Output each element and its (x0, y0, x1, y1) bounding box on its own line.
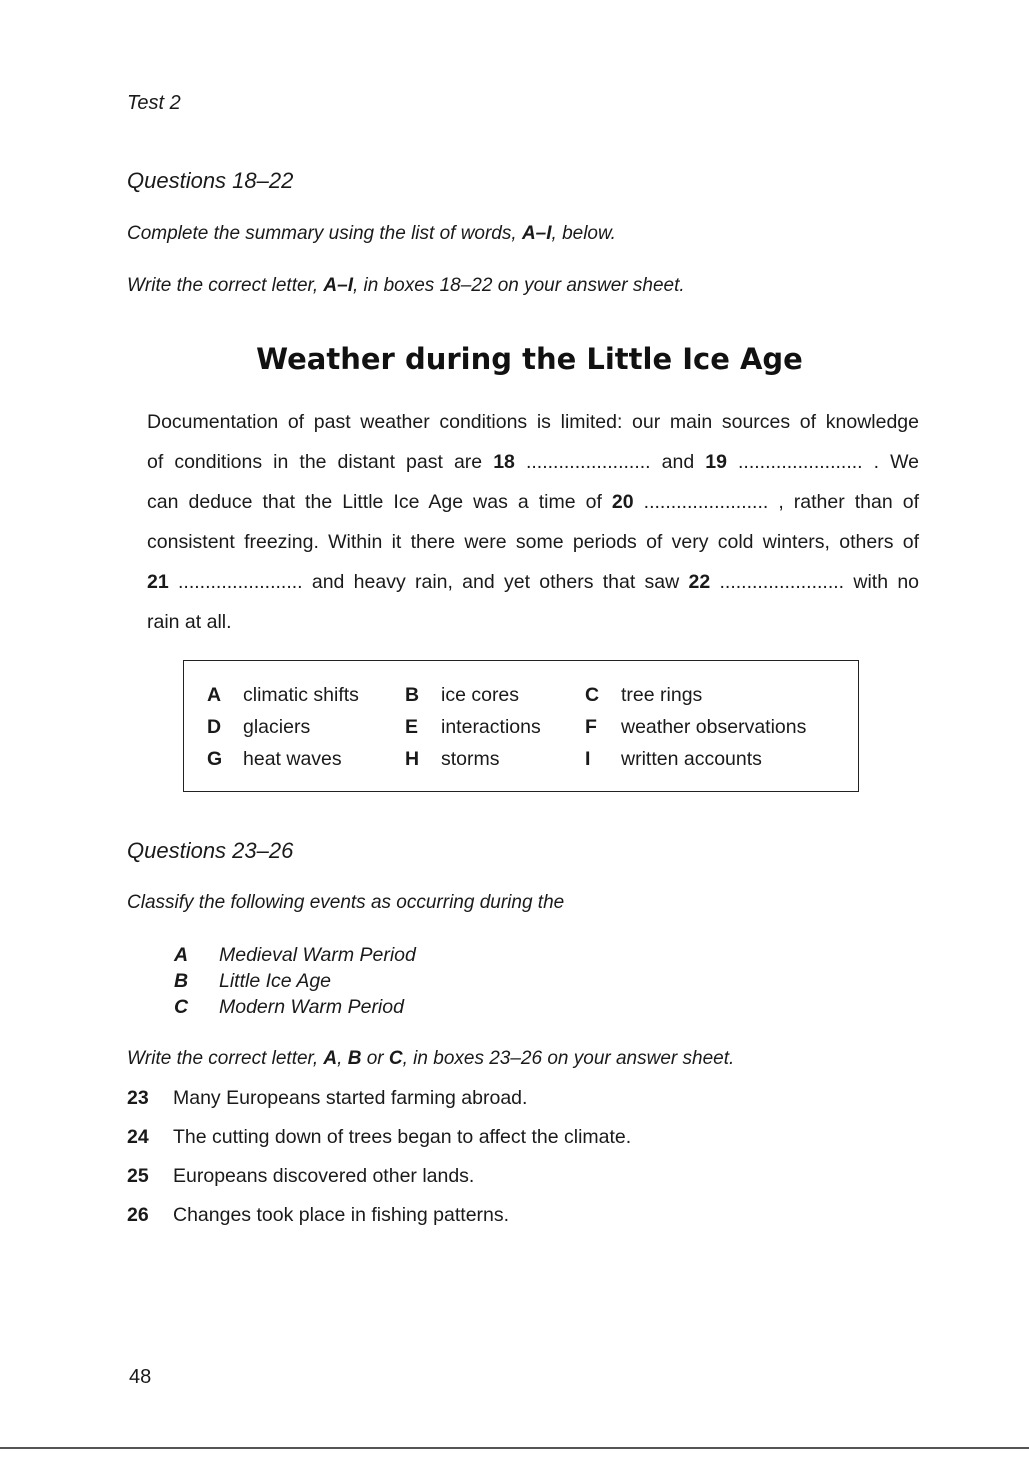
option-item: B ice cores (405, 684, 520, 706)
instruction-text: , in boxes 18–22 on your answer sheet. (352, 275, 685, 296)
summary-line: consistent freezing. Within it there were some periods of very cold winters, others of (147, 531, 919, 553)
summary-line: 21 ....................... and heavy rain, and yet others that saw 22 ....................... with no (147, 571, 920, 593)
option-item: G heat waves (207, 748, 342, 770)
summary-line: can deduce that the Little Ice Age was a time of 20 ....................... , rather than of (147, 491, 920, 513)
instruction-classify: Classify the following events as occurring during the (127, 892, 565, 913)
summary-line: rain at all. (147, 611, 232, 633)
era-option: A Medieval Warm Period (174, 944, 416, 966)
question-item: 25 Europeans discovered other lands. (127, 1165, 475, 1187)
answer-gap-22: ....................... (719, 571, 845, 593)
instruction-text: , below. (551, 223, 616, 244)
instruction-range: A–I (521, 223, 552, 244)
question-item: 24 The cutting down of trees began to affect the climate. (127, 1126, 632, 1148)
option-item: E interactions (405, 716, 541, 738)
question-number: 20 (611, 491, 634, 513)
answer-gap-21: ....................... (177, 571, 303, 593)
question-number: 19 (705, 451, 727, 473)
instruction-write-letter-abc: Write the correct letter, A, B or C, in boxes 23–26 on your answer sheet. (127, 1048, 735, 1069)
answer-gap-20: ....................... (643, 491, 769, 513)
era-option: C Modern Warm Period (174, 996, 404, 1018)
summary-paragraph (147, 402, 919, 642)
question-item: 26 Changes took place in fishing patterns. (127, 1204, 510, 1226)
page-number: 48 (129, 1366, 152, 1388)
instruction-text: Write the correct letter, (127, 275, 324, 296)
option-item: C tree rings (585, 684, 703, 706)
instruction-range: A–I (323, 275, 353, 296)
question-number: 18 (493, 451, 515, 473)
footer-rule (0, 1447, 1029, 1449)
section-heading-18-22: Questions 18–22 (127, 168, 294, 193)
summary-line: of conditions in the distant past are 18 ....................... and 19 ....................... . We (147, 451, 920, 473)
test-label: Test 2 (127, 92, 181, 114)
option-item: A climatic shifts (207, 684, 359, 706)
summary-title: Weather during the Little Ice Age (256, 342, 803, 376)
question-item: 23 Many Europeans started farming abroad. (127, 1087, 528, 1109)
instruction-text: Complete the summary using the list of words, (127, 223, 522, 244)
question-number: 21 (147, 571, 169, 593)
answer-gap-19: ....................... (737, 451, 863, 473)
instruction-complete-summary (127, 223, 616, 245)
option-item: I written accounts (585, 748, 762, 770)
section-heading-23-26: Questions 23–26 (127, 838, 294, 863)
summary-line: Documentation of past weather conditions is limited: our main sources of knowledge (147, 411, 919, 433)
option-item: D glaciers (207, 716, 311, 738)
answer-gap-18: ....................... (525, 451, 651, 473)
instruction-write-letter (127, 275, 685, 297)
option-item: H storms (405, 748, 500, 770)
question-number: 22 (688, 571, 711, 593)
option-item: F weather observations (585, 716, 807, 738)
era-option: B Little Ice Age (174, 970, 332, 992)
